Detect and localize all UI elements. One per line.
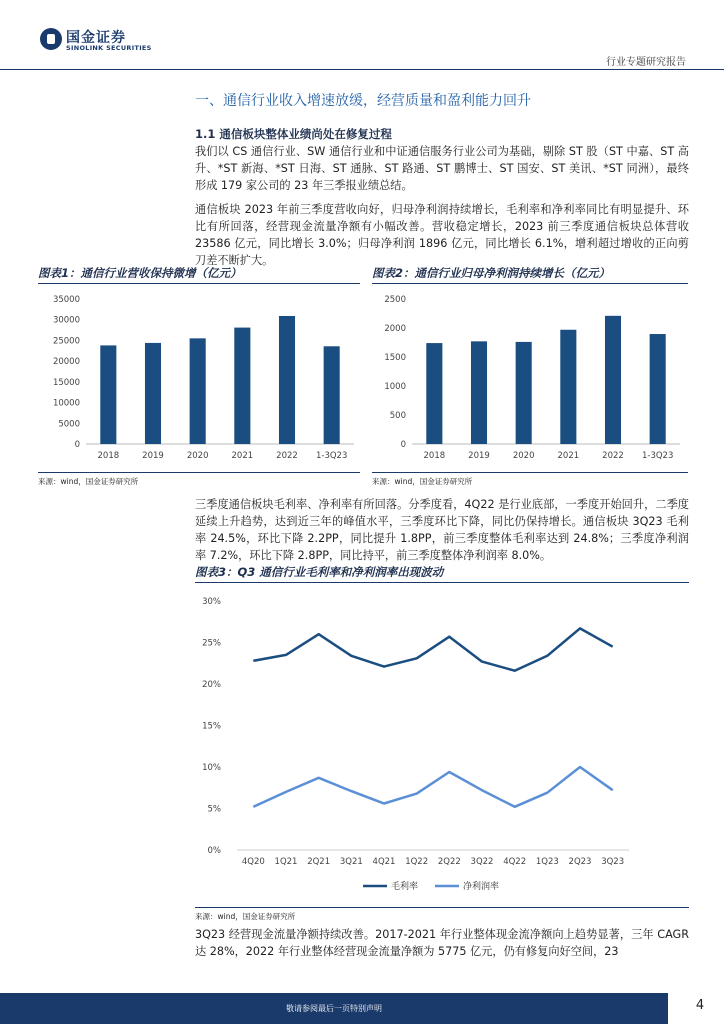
fig3-bottom-rule: [195, 907, 689, 908]
fig1-ytick-label: 30000: [52, 315, 80, 326]
fig1-xtick-label: 1-3Q23: [315, 451, 348, 461]
fig3-ytick-label: 0%: [207, 846, 221, 856]
logo-mark-icon: [40, 28, 62, 50]
fig2-xtick-label: 2022: [602, 451, 624, 461]
fig1-ytick-label: 20000: [52, 357, 80, 368]
fig1-xtick-label: 2019: [142, 451, 164, 461]
fig1-ytick-label: 35000: [52, 295, 80, 305]
fig3-xtick-label: 4Q20: [241, 857, 265, 867]
fig3-xtick-label: 3Q22: [470, 857, 494, 867]
paragraph-2: 通信板块 2023 年前三季度营收向好，归母净利润持续增长，毛利率和净利率同比有明显提升、环比有所回落，经营现金流量净额有小幅改善。营收稳定增长，2023 前三季度通信板块总体营收 23586 亿元，同比增长 3.0%；归母净利润 1896 亿元，同比增长 6.1%，增利超过增收的正向剪刀差不断扩大。: [195, 203, 689, 267]
fig3-xtick-label: 1Q23: [535, 857, 559, 867]
fig1-bottom-rule: [38, 472, 360, 473]
fig2-xtick-label: 2018: [423, 451, 446, 461]
fig1-ytick-label: 15000: [52, 377, 80, 388]
fig2-xtick-label: 1-3Q23: [641, 451, 674, 461]
fig2-bar: [605, 316, 621, 444]
fig1-bar: [145, 343, 161, 444]
fig1-bar: [100, 345, 116, 444]
fig2-bar: [516, 342, 532, 444]
fig2-xtick-label: 2019: [468, 451, 490, 461]
fig1-source: 来源：wind，国金证券研究所: [38, 477, 139, 486]
fig2-chart: [372, 286, 688, 468]
fig1-ytick-label: 10000: [52, 398, 80, 409]
fig1-title: 图表1：通信行业营收保持微增（亿元）: [38, 266, 242, 280]
header-divider: [0, 69, 724, 70]
fig2-ytick-label: 0: [400, 440, 406, 450]
fig3-xtick-label: 1Q21: [274, 857, 298, 867]
fig3-xtick-label: 1Q22: [405, 857, 429, 867]
section-title: 一、通信行业收入增速放缓，经营质量和盈利能力回升: [195, 93, 531, 109]
fig3-xtick-label: 2Q21: [307, 857, 331, 867]
fig3-xtick-label: 2Q22: [437, 857, 461, 867]
fig1-chart: [38, 286, 360, 468]
page-number: 4: [695, 998, 705, 1013]
fig3-xtick-label: 3Q23: [601, 857, 625, 867]
paragraph-4: 3Q23 经营现金流量净额持续改善。2017-2021 年行业整体现金流净额向上趋势显著，三年 CAGR 达 28%，2022 年行业整体经营现金流量净额为 5775 亿元，仍有修复向好空间，23: [195, 928, 689, 958]
fig2-title: 图表2：通信行业归母净利润持续增长（亿元）: [372, 266, 610, 280]
fig2-bar: [560, 330, 576, 444]
fig3-ytick-label: 15%: [202, 721, 221, 732]
sinolink-logo: [40, 28, 160, 52]
paragraph-3: 三季度通信板块毛利率、净利率有所回落。分季度看，4Q22 是行业底部，一季度开始回升，二季度延续上升趋势，达到近三年的峰值水平，三季度环比下降，同比仍保持增长。通信板块 3Q23 毛利率 24.5%，环比下降 2.2PP，同比提升 1.8PP，前三季度整体毛利率达到 24.8%；三季度净利润率 7.2%，环比下降 2.8PP，同比持平，前三季度整体净利润率 8.0%。: [195, 498, 689, 562]
fig1-bar: [279, 316, 295, 444]
fig2-ytick-label: 1500: [384, 353, 406, 363]
fig2-title-rule: [372, 283, 688, 284]
fig1-ytick-label: 5000: [58, 419, 80, 430]
logo-text-en: SINOLINK SECURITIES: [66, 44, 152, 52]
logo-text-cn: 国金证券: [66, 30, 126, 46]
paragraph-1: 我们以 CS 通信行业、SW 通信行业和中证通信服务行业公司为基础，剔除 ST 股（ST 中嘉、ST 高升、*ST 新海、*ST 日海、ST 通脉、ST 路通、ST 鹏博士、ST 国安、ST 美讯、*ST 同洲），最终形成 179 家公司的 23 年三季报业绩总结。: [195, 145, 689, 192]
fig3-legend-label: 净利润率: [463, 882, 500, 892]
fig1-bar: [190, 338, 206, 444]
fig1-bar: [234, 328, 250, 444]
fig3-title-rule: [195, 582, 689, 583]
fig2-bar: [426, 343, 442, 444]
fig1-xtick-label: 2018: [97, 451, 120, 461]
fig1-ytick-label: 0: [74, 440, 80, 450]
fig2-ytick-label: 2500: [384, 295, 406, 305]
fig2-bar: [650, 334, 666, 444]
fig3-ytick-label: 25%: [202, 638, 221, 649]
fig2-bar: [471, 341, 487, 444]
fig1-xtick-label: 2021: [231, 451, 254, 461]
report-type: 行业专题研究报告: [606, 57, 686, 68]
fig1-xtick-label: 2020: [186, 451, 209, 461]
fig2-ytick-label: 2000: [384, 324, 406, 334]
fig1-xtick-label: 2022: [276, 451, 298, 461]
fig2-source: 来源：wind，国金证券研究所: [372, 477, 473, 486]
fig3-ytick-label: 30%: [202, 597, 221, 607]
fig2-bottom-rule: [372, 472, 688, 473]
fig3-xtick-label: 4Q22: [503, 857, 527, 867]
fig1-title-rule: [38, 283, 360, 284]
sub-section-title: 1.1 通信板块整体业绩尚处在修复过程: [195, 127, 392, 141]
fig3-xtick-label: 3Q21: [339, 857, 363, 867]
fig3-series-line-1: [253, 628, 612, 670]
fig3-chart: [195, 588, 689, 904]
fig2-ytick-label: 1000: [384, 382, 406, 392]
fig3-source: 来源：wind，国金证券研究所: [195, 912, 296, 921]
fig1-bar: [324, 346, 340, 444]
fig3-xtick-label: 2Q23: [568, 857, 592, 867]
fig3-ytick-label: 5%: [207, 804, 221, 815]
fig1-ytick-label: 25000: [52, 336, 80, 347]
fig3-ytick-label: 10%: [202, 763, 221, 773]
fig3-ytick-label: 20%: [202, 680, 221, 690]
fig3-series-line-2: [253, 767, 612, 807]
fig3-title: 图表3：Q3 通信行业毛利率和净利润率出现波动: [195, 565, 444, 579]
fig2-ytick-label: 500: [389, 411, 406, 421]
fig3-legend-label: 毛利率: [391, 882, 419, 892]
footer-disclaimer: 敬请参阅最后一页特别声明: [286, 1004, 382, 1013]
fig3-xtick-label: 4Q21: [372, 857, 396, 867]
fig2-xtick-label: 2021: [557, 451, 580, 461]
fig2-xtick-label: 2020: [512, 451, 535, 461]
